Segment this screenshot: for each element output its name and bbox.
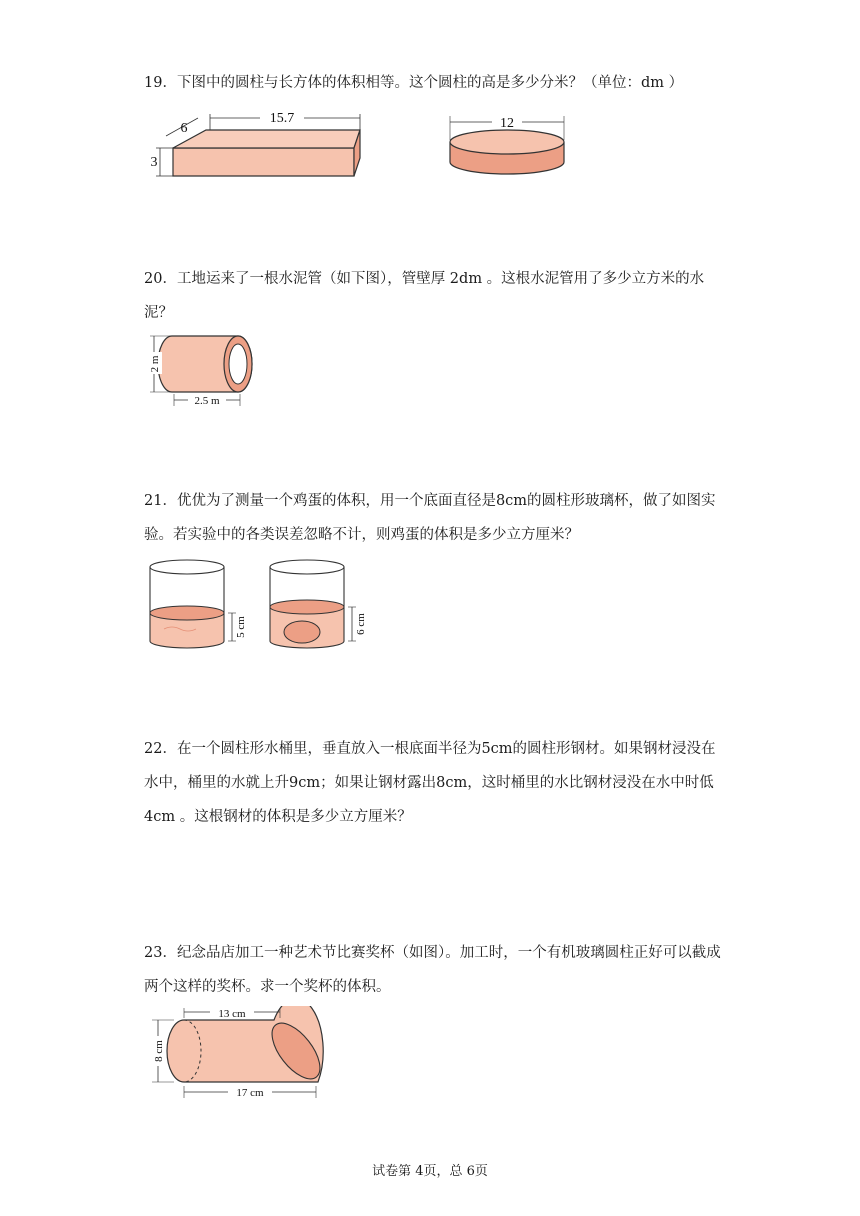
- box-height-label: 3: [150, 155, 158, 170]
- trophy-diameter-label: 8 cm: [153, 1040, 165, 1062]
- figure-box: [140, 110, 380, 186]
- egg-shape: [284, 621, 320, 643]
- trophy-bottom-length-label: 17 cm: [236, 1087, 264, 1099]
- water-after-label: 6 cm: [355, 613, 367, 635]
- figure-glass-before: [144, 555, 254, 653]
- cylinder-diameter-label: 12: [500, 116, 514, 131]
- trophy-top-length-label: 13 cm: [218, 1008, 246, 1020]
- figure-pipe: [144, 330, 260, 408]
- water-before-label: 5 cm: [235, 616, 247, 638]
- box-length-label: 15.7: [269, 111, 295, 126]
- question-19: 19．下图中的圆柱与长方体的体积相等。这个圆柱的高是多少分米？（单位：dm ）: [144, 75, 684, 91]
- question-23: 23．纪念品店加工一种艺术节比赛奖杯（如图）。加工时，一个有机玻璃圆柱正好可以截成两个这样的奖杯。求一个奖杯的体积。: [144, 945, 721, 995]
- page-footer: 试卷第 4页，总 6页: [372, 1164, 488, 1179]
- figure-cylinder-12: [440, 110, 574, 186]
- figure-glass-after: [264, 555, 378, 653]
- question-21: 21．优优为了测量一个鸡蛋的体积，用一个底面直径是8cm的圆柱形玻璃杯，做了如图实验。若实验中的各类误差忽略不计，则鸡蛋的体积是多少立方厘米？: [144, 493, 716, 543]
- figure-trophy-cylinder: [144, 1006, 328, 1102]
- question-20: 20．工地运来了一根水泥管（如下图），管壁厚 2dm 。这根水泥管用了多少立方米的水泥？: [144, 271, 705, 321]
- pipe-diameter-label: 2 m: [149, 355, 161, 373]
- pipe-length-label: 2.5 m: [194, 395, 220, 407]
- box-width-label: 6: [180, 121, 188, 136]
- question-22: 22．在一个圆柱形水桶里，垂直放入一根底面半径为5cm的圆柱形钢材。如果钢材浸没在水中，桶里的水就上升9cm；如果让钢材露出8cm，这时桶里的水比钢材浸没在水中时低4cm 。这根钢材的体积是多少立方厘米？: [144, 741, 716, 825]
